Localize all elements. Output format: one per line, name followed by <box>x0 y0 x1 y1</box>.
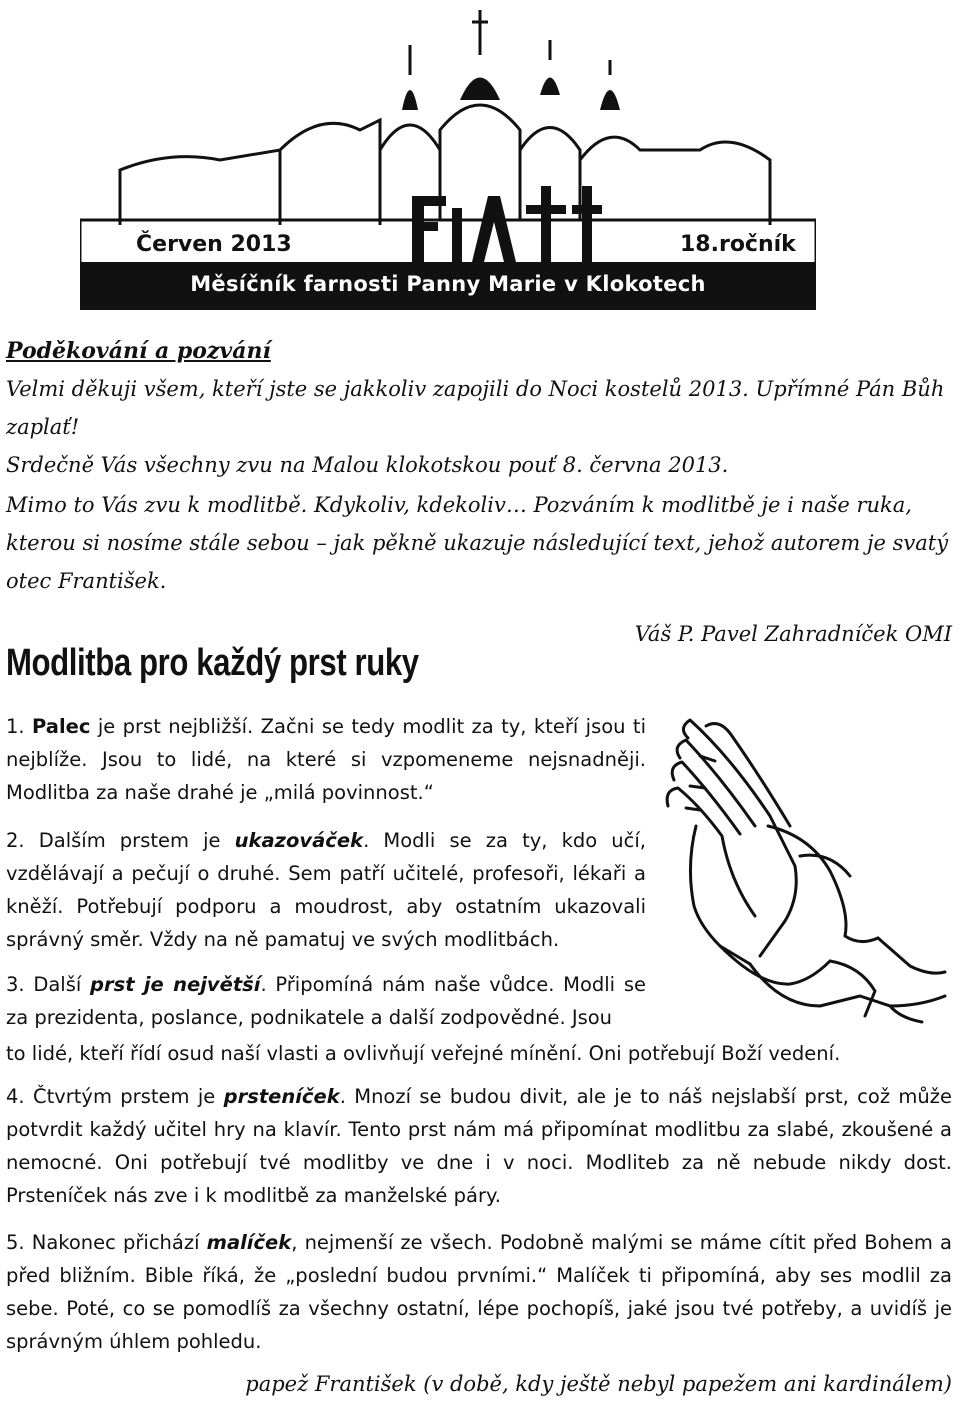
finger-1-number: 1. <box>6 715 25 738</box>
finger-3-keyword: prst je největší <box>90 973 261 996</box>
finger-5-pre: 5. Nakonec přichází <box>6 1231 200 1254</box>
finger-paragraph-3 <box>6 968 646 1034</box>
finger-3-text: . Připomíná nám naše vůdce. Modli se za prezidenta, poslance, podnikatele a další zodpovědné. Jsou <box>6 973 646 1029</box>
masthead <box>80 0 816 312</box>
finger-2-text: . Modli se za ty, kdo učí, vzdělávají a pečují o druhé. Sem patří učitelé, profesoři, lékaři a kněží. Potřebují podporu a moudrost, aby ostatním ukazovali správný směr. Vždy na ně pamatuj ve svých modlitbách. <box>6 829 646 951</box>
finger-5-text: , nejmenší ze všech. Podobně malými se máme cítit před Bohem a před bližním. Bible říká, že „poslední budou prvními.“ Malíček ti připomíná, aby ses modlil za sebe. Poté, co se pomodlíš za všechny ostatní, lépe pochopíš, jaké jsou tvé potřeby, a uvidíš je správným úhlem pohledu. <box>6 1231 953 1353</box>
signature: Váš P. Pavel Zahradníček OMI <box>634 622 952 646</box>
finger-2-pre: 2. Dalším prstem je <box>6 829 221 852</box>
quote-author: papež František (v době, kdy ještě nebyl papežem ani kardinálem) <box>245 1372 952 1396</box>
prayer-title: Modlitba pro každý prst ruky <box>6 642 419 684</box>
finger-1-text: je prst nejbližší. Začni se tedy modlit za ty, kteří jsou ti nejblíže. Jsou to lidé, na které si vzpomeneme nejsnadněji. Modlitba za naše drahé je „milá povinnost.“ <box>6 715 646 804</box>
intro-paragraph-thanks: Velmi děkuji všem, kteří jste se jakkoliv zapojili do Noci kostelů 2013. Upřímné Pán Bůh zaplať! <box>6 377 945 439</box>
issue-month: Červen 2013 <box>136 232 292 257</box>
intro-heading: Poděkování a pozvání <box>6 338 271 364</box>
praying-hands-illustration <box>660 706 950 1026</box>
finger-paragraph-4 <box>6 1080 952 1212</box>
intro-paragraph-prayer: Mimo to Vás zvu k modlitbě. Kdykoliv, kdekoliv… Pozváním k modlitbě je i naše ruka, kterou si nosíme stále sebou – jak pěkně ukazuje následující text, jehož autorem je svatý otec František. <box>6 493 949 593</box>
finger-1-keyword: Palec <box>32 715 91 738</box>
finger-paragraph-3-continued: to lidé, kteří řídí osud naší vlasti a ovlivňují veřejné mínění. Oni potřebují Boží vedení. <box>6 1042 841 1065</box>
intro-paragraph-pilgrimage: Srdečně Vás všechny zvu na Malou klokotskou pouť 8. června 2013. <box>6 453 729 477</box>
finger-3-pre: 3. Další <box>6 973 82 996</box>
volume-number: 18.ročník <box>680 232 796 257</box>
finger-4-pre: 4. Čtvrtým prstem je <box>6 1085 216 1108</box>
fiat-logo <box>400 192 600 272</box>
finger-2-keyword: ukazováček <box>234 829 364 852</box>
finger-paragraph-5 <box>6 1226 952 1358</box>
finger-5-keyword: malíček <box>206 1231 292 1254</box>
finger-paragraph-2 <box>6 824 646 956</box>
finger-paragraph-1 <box>6 710 646 809</box>
masthead-subtitle: Měsíčník farnosti Panny Marie v Klokotech <box>190 272 706 296</box>
finger-4-keyword: prsteníček <box>223 1085 340 1108</box>
finger-4-text: . Mnozí se budou divit, ale je to náš nejslabší prst, což může potvrdit každý učitel hry na klavír. Tento prst nám má připomínat modlitbu za slabé, zkoušené a nemocné. Oni potřebují tvé modlitby ve dne i v noci. Modliteb za ně nebude nikdy dost. Prsteníček nás zve i k modlitbě za manželské páry. <box>6 1085 952 1207</box>
